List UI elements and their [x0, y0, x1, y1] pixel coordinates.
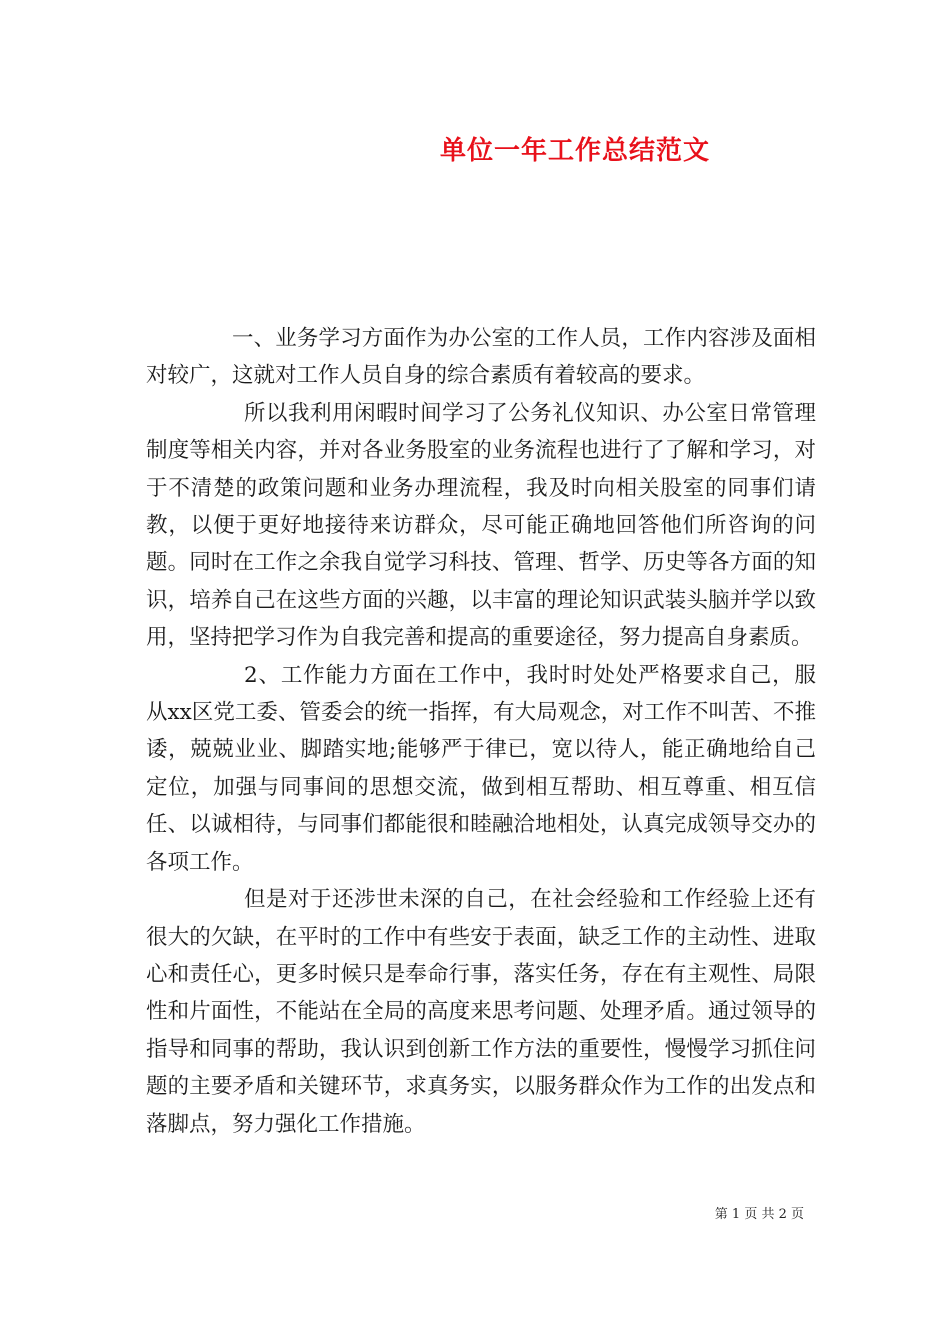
paragraph-study-details: 所以我利用闲暇时间学习了公务礼仪知识、办公室日常管理制度等相关内容，并对各业务股室的业务流程也进行了了解和学习，对于不清楚的政策问题和业务办理流程，我及时向相关股室的同事们请教，以便于更好地接待来访群众，尽可能正确地回答他们所咨询的问题。同时在工作之余我自觉学习科技、管理、哲学、历史等各方面的知识，培养自己在这些方面的兴趣，以丰富的理论知识武装头脑并学以致用，坚持把学习作为自我完善和提高的重要途径，努力提高自身素质。	[146, 400, 816, 651]
paragraph-shortcomings: 但是对于还涉世未深的自己，在社会经验和工作经验上还有很大的欠缺，在平时的工作中有些安于表面，缺乏工作的主动性、进取心和责任心，更多时候只是奉命行事，落实任务，存在有主观性、局限性和片面性，不能站在全局的高度来思考问题、处理矛盾。通过领导的指导和同事的帮助，我认识到创新工作方法的重要性，慢慢学习抓住问题的主要矛盾和关键环节，求真务实，以服务群众作为工作的出发点和落脚点，努力强化工作措施。	[146, 887, 816, 1137]
paragraph-business-study: 一、业务学习方面作为办公室的工作人员，工作内容涉及面相对较广，这就对工作人员自身的综合素质有着较高的要求。	[146, 326, 816, 389]
document-title: 单位一年工作总结范文	[439, 136, 710, 166]
paragraph-work-ability: 2、工作能力方面在工作中，我时时处处严格要求自己，服从xx区党工委、管委会的统一指挥，有大局观念，对工作不叫苦、不推诿，兢兢业业、脚踏实地;能够严于律已，宽以待人，能正确地给自己定位，加强与同事间的思想交流，做到相互帮助、相互尊重、相互信任、以诚相待，与同事们都能很和睦融洽地相处，认真完成领导交办的各项工作。	[146, 662, 816, 875]
page-number: 第 1 页 共 2 页	[714, 1207, 804, 1222]
document-body	[146, 320, 816, 1143]
